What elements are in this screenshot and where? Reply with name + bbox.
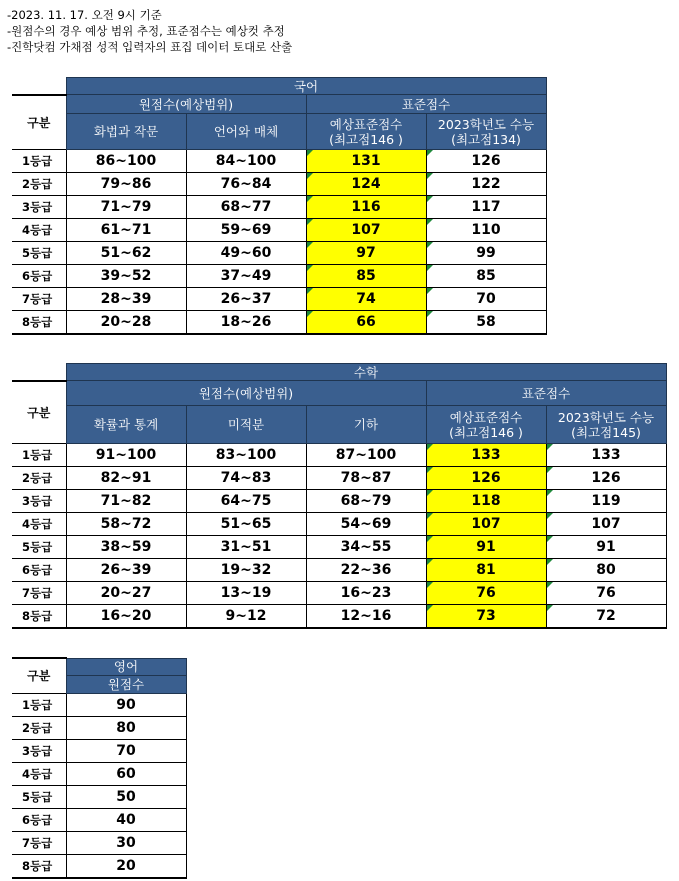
table-row bbox=[12, 808, 186, 831]
score-cell: 13~19 bbox=[186, 582, 306, 605]
score-cell: 76 bbox=[546, 582, 666, 605]
score-cell: 59~69 bbox=[186, 219, 306, 242]
table-row bbox=[12, 716, 186, 739]
table-row bbox=[12, 536, 666, 559]
table-row bbox=[12, 219, 546, 242]
score-cell: 122 bbox=[426, 173, 546, 196]
score-cell: 50 bbox=[66, 785, 186, 808]
score-cell: 70 bbox=[66, 739, 186, 762]
expected-score-cell: 107 bbox=[426, 513, 546, 536]
col-header bbox=[426, 114, 546, 150]
expected-score-cell: 124 bbox=[306, 173, 426, 196]
score-cell: 70 bbox=[426, 288, 546, 311]
english-table bbox=[12, 657, 187, 879]
col-header: 원점수 bbox=[66, 675, 186, 693]
expected-score-cell: 116 bbox=[306, 196, 426, 219]
col-header-line: 예상표준점수 bbox=[329, 116, 403, 132]
score-cell: 90 bbox=[66, 693, 186, 716]
grade-label: 5등급 bbox=[12, 785, 66, 808]
table-row bbox=[12, 693, 186, 716]
korean-table bbox=[12, 77, 547, 335]
score-cell: 72 bbox=[546, 605, 666, 629]
score-cell: 60 bbox=[66, 762, 186, 785]
score-cell: 20~27 bbox=[66, 582, 186, 605]
score-cell: 28~39 bbox=[66, 288, 186, 311]
col-header: 화법과 작문 bbox=[66, 114, 186, 150]
expected-score-cell: 107 bbox=[306, 219, 426, 242]
score-cell: 20 bbox=[66, 854, 186, 878]
english-subject-header: 영어 bbox=[66, 658, 186, 675]
score-cell: 51~62 bbox=[66, 242, 186, 265]
table-row bbox=[12, 582, 666, 605]
expected-score-cell: 81 bbox=[426, 559, 546, 582]
col-header bbox=[306, 114, 426, 150]
score-cell: 49~60 bbox=[186, 242, 306, 265]
expected-score-cell: 76 bbox=[426, 582, 546, 605]
note-line: -2023. 11. 17. 오전 9시 기준 bbox=[7, 8, 162, 22]
grade-label: 4등급 bbox=[12, 219, 66, 242]
score-cell: 39~52 bbox=[66, 265, 186, 288]
table-row bbox=[12, 490, 666, 513]
score-cell: 91 bbox=[546, 536, 666, 559]
note-line: -원점수의 경우 예상 범위 추정, 표준점수는 예상컷 추정 bbox=[7, 24, 285, 38]
score-cell: 83~100 bbox=[186, 444, 306, 467]
expected-score-cell: 74 bbox=[306, 288, 426, 311]
gubun-header: 구분 bbox=[12, 381, 66, 444]
score-cell: 26~37 bbox=[186, 288, 306, 311]
grade-label: 7등급 bbox=[12, 831, 66, 854]
table-row bbox=[12, 467, 666, 490]
expected-score-cell: 91 bbox=[426, 536, 546, 559]
score-cell: 37~49 bbox=[186, 265, 306, 288]
score-cell: 99 bbox=[426, 242, 546, 265]
score-cell: 18~26 bbox=[186, 311, 306, 335]
note-line: -진학닷컴 가채점 성적 입력자의 표집 데이터 토대로 산출 bbox=[7, 40, 293, 54]
col-header-line: (최고점134) bbox=[451, 131, 521, 147]
grade-label: 3등급 bbox=[12, 739, 66, 762]
score-cell: 86~100 bbox=[66, 150, 186, 173]
table-row bbox=[12, 831, 186, 854]
score-cell: 80 bbox=[66, 716, 186, 739]
gubun-header: 구분 bbox=[12, 95, 66, 150]
col-header bbox=[426, 406, 546, 444]
score-cell: 22~36 bbox=[306, 559, 426, 582]
score-cell: 74~83 bbox=[186, 467, 306, 490]
score-cell: 12~16 bbox=[306, 605, 426, 629]
gubun-header: 구분 bbox=[12, 658, 66, 693]
grade-label: 6등급 bbox=[12, 265, 66, 288]
score-cell: 68~79 bbox=[306, 490, 426, 513]
score-cell: 68~77 bbox=[186, 196, 306, 219]
expected-score-cell: 131 bbox=[306, 150, 426, 173]
score-cell: 82~91 bbox=[66, 467, 186, 490]
table-row bbox=[12, 605, 666, 629]
expected-score-cell: 126 bbox=[426, 467, 546, 490]
score-cell: 61~71 bbox=[66, 219, 186, 242]
score-cell: 58 bbox=[426, 311, 546, 335]
table-row bbox=[12, 739, 186, 762]
grade-label: 2등급 bbox=[12, 467, 66, 490]
raw-score-group-header: 원점수(예상범위) bbox=[66, 95, 306, 114]
score-cell: 64~75 bbox=[186, 490, 306, 513]
score-cell: 80 bbox=[546, 559, 666, 582]
grade-label: 4등급 bbox=[12, 762, 66, 785]
notes bbox=[7, 7, 292, 55]
score-cell: 78~87 bbox=[306, 467, 426, 490]
score-cell: 79~86 bbox=[66, 173, 186, 196]
score-cell: 31~51 bbox=[186, 536, 306, 559]
score-cell: 20~28 bbox=[66, 311, 186, 335]
score-cell: 9~12 bbox=[186, 605, 306, 629]
grade-label: 2등급 bbox=[12, 173, 66, 196]
table-row bbox=[12, 311, 546, 335]
grade-label: 5등급 bbox=[12, 536, 66, 559]
grade-label: 5등급 bbox=[12, 242, 66, 265]
score-cell: 71~79 bbox=[66, 196, 186, 219]
score-cell: 38~59 bbox=[66, 536, 186, 559]
col-header-line: 2023학년도 수능 bbox=[557, 409, 655, 425]
table-row bbox=[12, 854, 186, 878]
score-cell: 71~82 bbox=[66, 490, 186, 513]
score-cell: 85 bbox=[426, 265, 546, 288]
grade-label: 8등급 bbox=[12, 311, 66, 335]
col-header: 언어와 매체 bbox=[186, 114, 306, 150]
table-row bbox=[12, 265, 546, 288]
expected-score-cell: 133 bbox=[426, 444, 546, 467]
score-cell: 58~72 bbox=[66, 513, 186, 536]
grade-label: 7등급 bbox=[12, 288, 66, 311]
grade-label: 1등급 bbox=[12, 693, 66, 716]
table-row bbox=[12, 150, 546, 173]
score-cell: 40 bbox=[66, 808, 186, 831]
table-row bbox=[12, 762, 186, 785]
table-row bbox=[12, 444, 666, 467]
table-row bbox=[12, 513, 666, 536]
math-subject-header: 수학 bbox=[66, 364, 666, 381]
score-cell: 91~100 bbox=[66, 444, 186, 467]
score-cell: 76~84 bbox=[186, 173, 306, 196]
score-cell: 30 bbox=[66, 831, 186, 854]
grade-label: 7등급 bbox=[12, 582, 66, 605]
score-cell: 51~65 bbox=[186, 513, 306, 536]
grade-label: 8등급 bbox=[12, 605, 66, 629]
expected-score-cell: 118 bbox=[426, 490, 546, 513]
grade-label: 3등급 bbox=[12, 196, 66, 219]
grade-label: 1등급 bbox=[12, 150, 66, 173]
math-table bbox=[12, 363, 667, 629]
score-cell: 54~69 bbox=[306, 513, 426, 536]
grade-label: 1등급 bbox=[12, 444, 66, 467]
score-cell: 133 bbox=[546, 444, 666, 467]
score-cell: 87~100 bbox=[306, 444, 426, 467]
table-row bbox=[12, 242, 546, 265]
score-cell: 34~55 bbox=[306, 536, 426, 559]
col-header-line: (최고점146 ) bbox=[329, 131, 403, 147]
col-header-line: 예상표준점수 bbox=[449, 409, 523, 425]
standard-score-group-header: 표준점수 bbox=[426, 381, 666, 406]
grade-label: 4등급 bbox=[12, 513, 66, 536]
table-row bbox=[12, 288, 546, 311]
table-row bbox=[12, 785, 186, 808]
col-header-line: (최고점146 ) bbox=[449, 424, 523, 440]
grade-label: 3등급 bbox=[12, 490, 66, 513]
table-row bbox=[12, 559, 666, 582]
score-cell: 107 bbox=[546, 513, 666, 536]
score-cell: 84~100 bbox=[186, 150, 306, 173]
score-cell: 16~20 bbox=[66, 605, 186, 629]
score-cell: 117 bbox=[426, 196, 546, 219]
standard-score-group-header: 표준점수 bbox=[306, 95, 546, 114]
score-cell: 126 bbox=[426, 150, 546, 173]
grade-label: 6등급 bbox=[12, 808, 66, 831]
col-header bbox=[546, 406, 666, 444]
expected-score-cell: 66 bbox=[306, 311, 426, 335]
grade-label: 2등급 bbox=[12, 716, 66, 739]
score-cell: 110 bbox=[426, 219, 546, 242]
col-header: 미적분 bbox=[186, 406, 306, 444]
expected-score-cell: 97 bbox=[306, 242, 426, 265]
table-row bbox=[12, 196, 546, 219]
expected-score-cell: 73 bbox=[426, 605, 546, 629]
score-cell: 19~32 bbox=[186, 559, 306, 582]
raw-score-group-header: 원점수(예상범위) bbox=[66, 381, 426, 406]
korean-subject-header: 국어 bbox=[66, 78, 546, 95]
score-cell: 126 bbox=[546, 467, 666, 490]
grade-label: 6등급 bbox=[12, 559, 66, 582]
grade-label: 8등급 bbox=[12, 854, 66, 878]
col-header: 확률과 통계 bbox=[66, 406, 186, 444]
score-cell: 16~23 bbox=[306, 582, 426, 605]
col-header-line: (최고점145) bbox=[571, 424, 641, 440]
col-header-line: 2023학년도 수능 bbox=[437, 116, 535, 132]
col-header: 기하 bbox=[306, 406, 426, 444]
table-row bbox=[12, 173, 546, 196]
expected-score-cell: 85 bbox=[306, 265, 426, 288]
score-cell: 119 bbox=[546, 490, 666, 513]
score-cell: 26~39 bbox=[66, 559, 186, 582]
